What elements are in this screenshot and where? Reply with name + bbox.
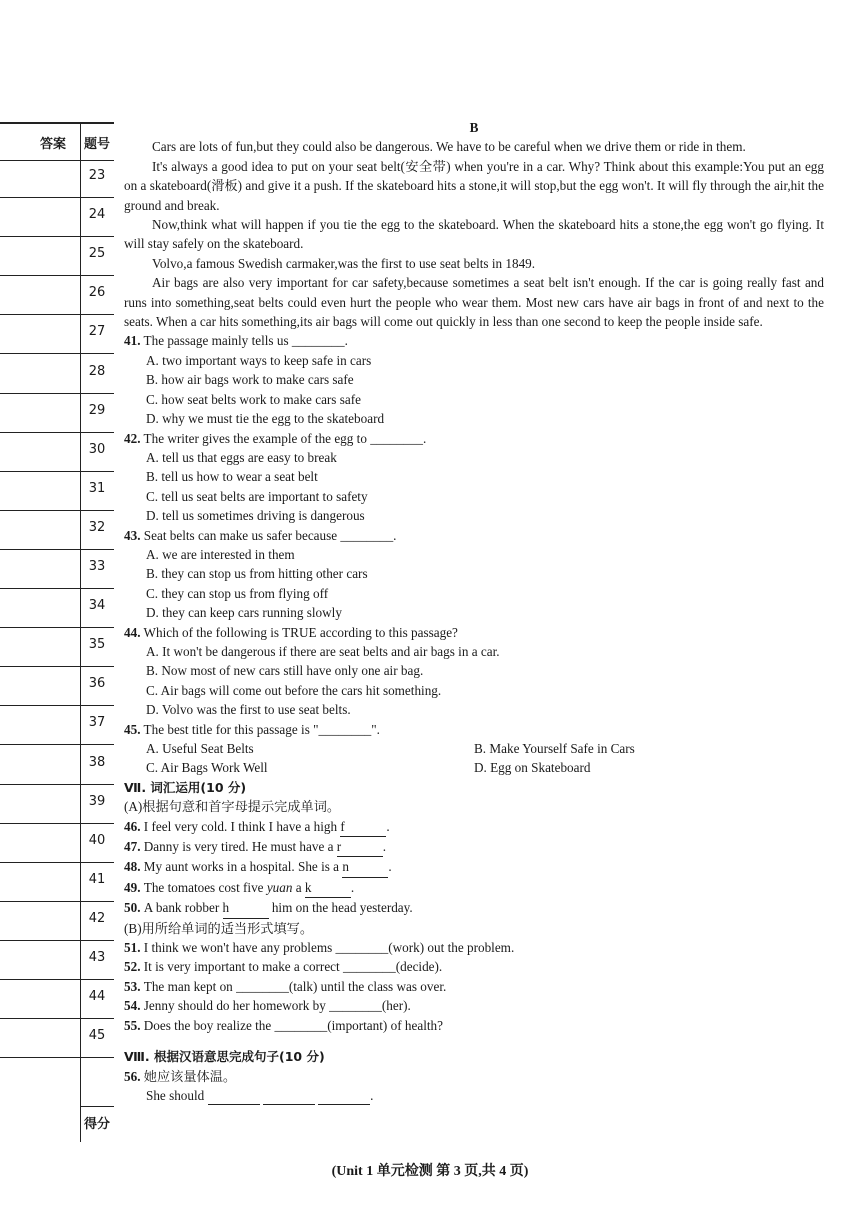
answer-row[interactable]: [0, 354, 114, 394]
question-56-answer-line: She should .: [124, 1086, 824, 1105]
multiple-choice-questions: [124, 331, 824, 719]
answer-row[interactable]: [0, 510, 114, 550]
answer-option: D. tell us sometimes driving is dangerous: [146, 508, 365, 524]
answer-option: A. two important ways to keep safe in cars: [146, 352, 372, 368]
answer-row[interactable]: [0, 627, 114, 667]
option-b: B. Make Yourself Safe in Cars: [474, 741, 635, 756]
question-stem: 43. Seat belts can make us safer because ________.: [124, 527, 397, 543]
question-number: 36: [88, 676, 106, 692]
answer-option: A. It won't be dangerous if there are seat belts and air bags in a car.: [146, 643, 500, 659]
vocab-item: 50. A bank robber h him on the head yesterday.: [124, 898, 824, 918]
answer-option: D. they can keep cars running slowly: [146, 605, 342, 621]
option-d: D. Egg on Skateboard: [474, 760, 591, 776]
vocab-item: 47. Danny is very tired. He must have a r .: [124, 837, 824, 857]
question-number: 44: [88, 989, 106, 1005]
vocab-section-title: Ⅶ. 词汇运用(10 分): [124, 779, 247, 795]
answer-option: A. tell us that eggs are easy to break: [146, 449, 337, 465]
question-56: 56. 她应该量体温。: [124, 1068, 237, 1084]
vocab-item: 51. I think we won't have any problems ________(work) out the problem.: [124, 940, 515, 956]
answer-blank[interactable]: [263, 1090, 315, 1105]
answer-blank[interactable]: [318, 1090, 370, 1105]
answer-row[interactable]: [0, 666, 114, 706]
question-number: 29: [88, 402, 106, 418]
answer-blank[interactable]: r: [337, 837, 383, 857]
answer-row[interactable]: [0, 1018, 114, 1058]
question-stem: 44. Which of the following is TRUE according to this passage?: [124, 624, 458, 640]
q45-options-row-1: [124, 739, 824, 758]
section-title: B: [469, 120, 479, 135]
score-label: 得分: [80, 1106, 114, 1143]
question-number: 41: [88, 871, 106, 887]
passage-paragraph: Air bags are also very important for car safety,because sometimes a seat belt isn't enough. If the car is going really fast and runs into something,seat belts could even hurt the people who wear them. Most new cars have air bags in front of and next to the seats. When a car hits something,its air bags will come out quickly in less than one second to keep the people inside safe.: [124, 275, 824, 330]
question-number: 42: [88, 910, 106, 926]
vocab-part-a-items: [124, 817, 824, 919]
question-number: 26: [88, 285, 106, 301]
question-number: 39: [88, 793, 106, 809]
vocab-item: 52. It is very important to make a correct ________(decide).: [124, 959, 443, 975]
question-stem: 42. The writer gives the example of the egg to ________.: [124, 430, 427, 446]
answer-row[interactable]: [0, 314, 114, 354]
answer-option: C. how seat belts work to make cars safe: [146, 391, 361, 407]
answer-row[interactable]: [0, 823, 114, 863]
passage-paragraph: Now,think what will happen if you tie the egg to the skateboard. When the skateboard hits a stone,the egg won't go flying. It will stay safely on the skateboard.: [124, 217, 824, 252]
answer-row[interactable]: [0, 236, 114, 276]
question-number: 24: [88, 207, 106, 223]
answer-row[interactable]: [0, 588, 114, 628]
page-footer: (Unit 1 单元检测 第 3 页,共 4 页): [331, 1164, 529, 1179]
question-number: 23: [88, 168, 106, 183]
answer-row[interactable]: [0, 549, 114, 589]
question-number: 27: [88, 324, 106, 340]
answer-row[interactable]: [0, 432, 114, 472]
answer-row[interactable]: [0, 197, 114, 237]
answer-option: A. we are interested in them: [146, 546, 295, 562]
answer-option: D. Volvo was the first to use seat belts.: [146, 702, 351, 718]
answer-blank[interactable]: h: [223, 898, 269, 918]
answer-row[interactable]: [0, 901, 114, 941]
exam-content: [124, 118, 824, 1105]
answer-option: C. tell us seat belts are important to safety: [146, 488, 368, 504]
answer-option: C. Air bags will come out before the cars hit something.: [146, 682, 442, 698]
answer-row[interactable]: [0, 705, 114, 745]
answer-row[interactable]: [0, 393, 114, 433]
vocab-part-b-items: [124, 938, 824, 1035]
question-number: 33: [88, 559, 106, 574]
answer-blank[interactable]: f: [340, 817, 386, 837]
answer-option: B. Now most of new cars still have only one air bag.: [146, 663, 424, 679]
question-number: 25: [88, 246, 106, 262]
answer-row[interactable]: [0, 940, 114, 980]
question-number: 40: [88, 832, 106, 848]
number-column-header: 题号: [84, 137, 111, 152]
question-number: 30: [88, 441, 106, 457]
question-number: 37: [88, 715, 106, 731]
answer-blank[interactable]: n: [342, 857, 388, 877]
answer-blank[interactable]: [208, 1090, 260, 1105]
translate-section-title: Ⅷ. 根据汉语意思完成句子(10 分): [124, 1049, 325, 1065]
answer-blank[interactable]: k: [305, 878, 351, 898]
option-a: A. Useful Seat Belts: [146, 741, 254, 756]
answer-row[interactable]: [0, 158, 114, 198]
answer-option: B. tell us how to wear a seat belt: [146, 469, 318, 485]
answer-column-header: 答案: [40, 137, 67, 152]
vocab-part-a-instruction: (A)根据句意和首字母提示完成单词。: [124, 799, 341, 815]
answer-row[interactable]: [0, 979, 114, 1019]
answer-option: B. how air bags work to make cars safe: [146, 372, 354, 388]
vocab-item: 49. The tomatoes cost five yuan a k .: [124, 878, 824, 898]
answer-option: C. they can stop us from flying off: [146, 585, 329, 601]
vocab-item: 53. The man kept on ________(talk) until the class was over.: [124, 978, 447, 994]
answer-option: D. why we must tie the egg to the skateboard: [146, 411, 385, 427]
question-number: 28: [88, 363, 106, 379]
question-stem: 41. The passage mainly tells us ________.: [124, 333, 348, 349]
vocab-item: 46. I feel very cold. I think I have a high f .: [124, 817, 824, 837]
answer-row[interactable]: [0, 862, 114, 902]
question-number: 38: [88, 754, 106, 770]
answer-row[interactable]: [0, 471, 114, 511]
vocab-item: 48. My aunt works in a hospital. She is a n .: [124, 857, 824, 877]
question-number: 35: [88, 637, 106, 653]
passage-paragraph: Cars are lots of fun,but they could also be dangerous. We have to be careful when we drive them or ride in them.: [152, 139, 746, 155]
answer-row[interactable]: [0, 784, 114, 824]
question-number: 34: [88, 598, 106, 614]
question-number: 31: [88, 480, 106, 496]
question-number: 43: [88, 950, 106, 965]
answer-table-header: [0, 122, 114, 161]
option-c: C. Air Bags Work Well: [146, 760, 268, 776]
vocab-item: 55. Does the boy realize the ________(important) of health?: [124, 1017, 443, 1033]
question-45: 45. The best title for this passage is "________".: [124, 721, 380, 737]
vocab-item: 54. Jenny should do her homework by ________(her).: [124, 998, 411, 1014]
passage-paragraph: It's always a good idea to put on your seat belt(安全带) when you're in a car. Why? Think about this example:You put an egg on a skateboard(滑板) and give it a push. If the skateboard hits a stone,it will stop,but the egg won't. It will fly through the air,hit the ground and break.: [124, 158, 824, 213]
q45-options-row-2: [124, 758, 824, 777]
answer-option: B. they can stop us from hitting other cars: [146, 566, 368, 582]
question-number: 32: [88, 519, 106, 535]
passage-paragraph: Volvo,a famous Swedish carmaker,was the first to use seat belts in 1849.: [152, 255, 536, 271]
answer-row[interactable]: [0, 275, 114, 315]
vocab-part-b-instruction: (B)用所给单词的适当形式填写。: [124, 920, 314, 936]
answer-row[interactable]: [0, 745, 114, 785]
question-number: 45: [88, 1028, 106, 1044]
